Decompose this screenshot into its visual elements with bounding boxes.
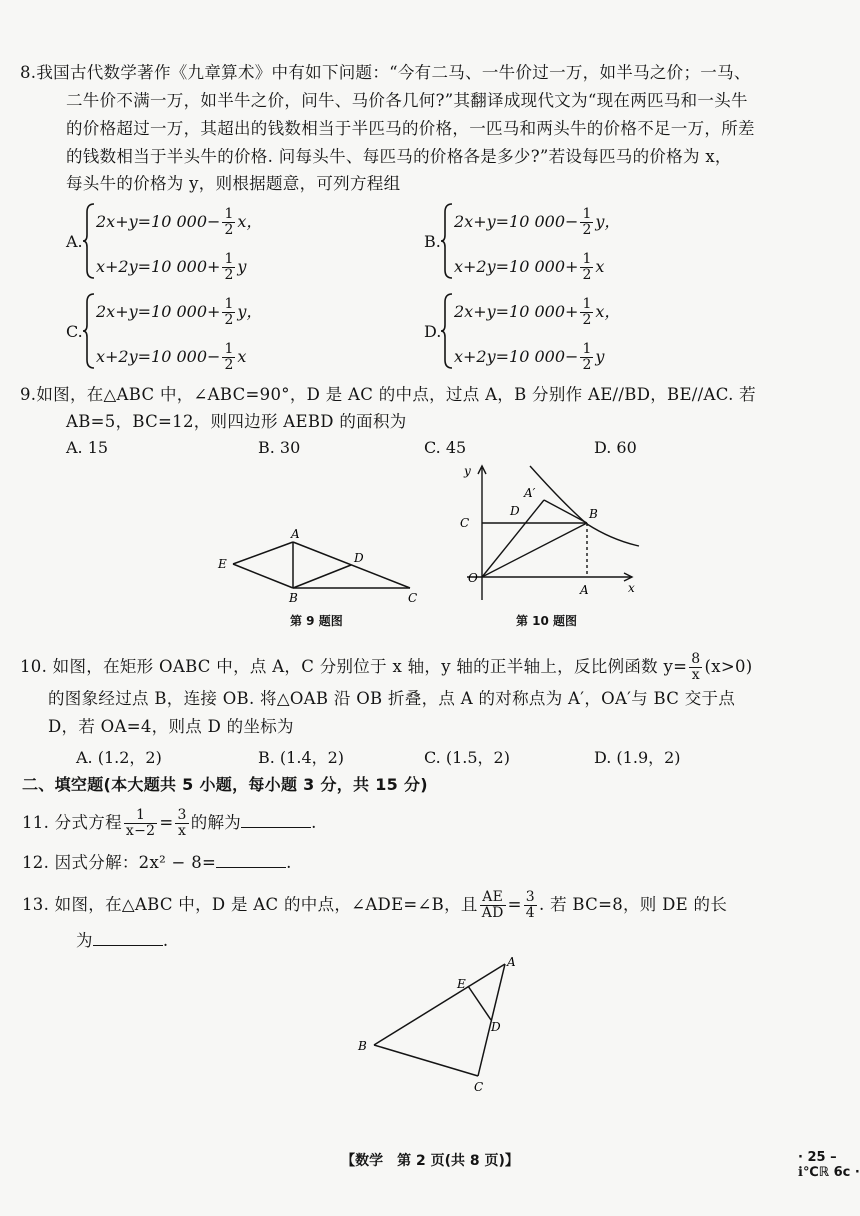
page-footer: 【数学 第 2 页(共 8 页)】 <box>341 1153 519 1169</box>
q8-line-1: 8.我国古代数学著作《九章算术》中有如下问题：“今有二马、一牛价过一万，如半马之价；一马、 <box>20 63 751 82</box>
equation-1: 2x+y=10 000+ $\frac{1}{2}$ y， <box>96 296 263 328</box>
option-label: C. <box>66 322 83 341</box>
figure-13 <box>350 950 530 1100</box>
x-axis-label: x <box>628 581 635 595</box>
q10-option-d: D. (1.9，2) <box>594 748 681 767</box>
q12-line: 12. 因式分解：2x² − 8= . <box>22 853 292 872</box>
point-c-label: C <box>474 1080 484 1094</box>
point-o-label: O <box>468 571 478 585</box>
y-axis-label: y <box>464 464 471 478</box>
point-b-label: B <box>289 591 298 605</box>
option-label: D. <box>424 322 442 341</box>
point-d-label: D <box>354 551 364 565</box>
section-heading: 二、填空题(本大题共 5 小题，每小题 3 分，共 15 分) <box>22 775 428 794</box>
equation-2: x+2y=10 000− $\frac{1}{2}$ y <box>454 341 605 373</box>
q8-line-3: 的价格超过一万，其超出的钱数相当于半匹马的价格，一匹马和两头牛的价格不足一万，所差 <box>66 119 755 138</box>
q8-line-5: 每头牛的价格为 y，则根据题意，可列方程组 <box>66 174 401 193</box>
equation-1: 2x+y=10 000− $\frac{1}{2}$ y， <box>454 206 621 238</box>
point-e-label: E <box>457 977 466 991</box>
q9-option-d: D. 60 <box>594 438 637 457</box>
q9-option-b: B. 30 <box>258 438 301 457</box>
q10-line-1: 10. 如图，在矩形 OABC 中，点 A，C 分别位于 x 轴，y 轴的正半轴上，反比例函数 y= $\frac{8}{x}$ (x>0) <box>20 651 753 683</box>
point-e-label: E <box>218 557 227 571</box>
equation-1: 2x+y=10 000− $\frac{1}{2}$ x， <box>96 206 263 238</box>
brace-icon <box>440 202 454 280</box>
point-a-label: A <box>291 527 300 541</box>
q10-line-2: 的图象经过点 B，连接 OB. 将△OAB 沿 OB 折叠，点 A 的对称点为 A′，OA′与 BC 交于点 <box>48 689 736 708</box>
q13-line-2: 为 . <box>76 931 169 950</box>
q10-option-a: A. (1.2，2) <box>76 748 162 767</box>
brace-icon <box>82 202 96 280</box>
segment-ed <box>468 986 491 1020</box>
hyperbola-curve <box>530 466 639 546</box>
segment-bd <box>293 565 351 588</box>
equation-2: x+2y=10 000− $\frac{1}{2}$ x <box>96 341 247 373</box>
q8-line-4: 的钱数相当于半头牛的价格. 问每头牛、每匹马的价格各是多少?”若设每匹马的价格为 x， <box>66 147 732 166</box>
q11-line: 11. 分式方程 $\frac{1}{x-2}$ = $\frac{3}{x}$ 的解为 . <box>22 807 317 839</box>
point-b-label: B <box>358 1039 367 1053</box>
figure-9-caption: 第 9 题图 <box>290 614 343 628</box>
brace-icon <box>82 292 96 370</box>
point-d-label: D <box>510 504 520 518</box>
point-a-label: A <box>580 583 589 597</box>
q10-option-b: B. (1.4，2) <box>258 748 345 767</box>
point-a-label: A <box>507 955 516 969</box>
point-c-label: C <box>408 591 418 605</box>
segment-eb <box>233 564 293 588</box>
figure-10 <box>452 460 647 610</box>
q13-line-1: 13. 如图，在△ABC 中，D 是 AC 的中点，∠ADE=∠B，且 $\frac{AE}{AD}$ = $\frac{3}{4}$ . 若 BC=8，则 DE 的长 <box>22 889 728 921</box>
segment-ob <box>482 523 587 577</box>
paper-code: · 25 – ℹ℃ℝ 6c · <box>798 1150 860 1180</box>
answer-blank <box>93 931 163 946</box>
option-label: B. <box>424 232 441 251</box>
q9-option-c: C. 45 <box>424 438 467 457</box>
equation-2: x+2y=10 000+ $\frac{1}{2}$ x <box>454 251 605 283</box>
point-c-label: C <box>460 516 470 530</box>
option-label: A. <box>66 232 83 251</box>
q9-line-1: 9.如图，在△ABC 中，∠ABC=90°，D 是 AC 的中点，过点 A，B 分别作 AE//BD，BE//AC. 若 <box>20 385 756 404</box>
equation-2: x+2y=10 000+ $\frac{1}{2}$ y <box>96 251 247 283</box>
figure-10-caption: 第 10 题图 <box>516 614 578 628</box>
segment-ab <box>374 964 505 1045</box>
q10-line-3: D，若 OA=4，则点 D 的坐标为 <box>48 717 294 736</box>
answer-blank <box>216 853 286 868</box>
q9-line-2: AB=5，BC=12，则四边形 AEBD 的面积为 <box>66 412 407 431</box>
point-a-prime-label: A′ <box>524 486 536 500</box>
point-d-label: D <box>491 1020 501 1034</box>
q8-line-2: 二牛价不满一万，如半牛之价，问牛、马价各几何?”其翻译成现代文为“现在两匹马和一头牛 <box>66 91 748 110</box>
segment-bc <box>374 1045 478 1076</box>
q10-option-c: C. (1.5，2) <box>424 748 510 767</box>
segment-ea <box>233 542 293 564</box>
point-b-label: B <box>589 507 598 521</box>
equation-1: 2x+y=10 000+ $\frac{1}{2}$ x， <box>454 296 621 328</box>
q9-option-a: A. 15 <box>66 438 109 457</box>
brace-icon <box>440 292 454 370</box>
figure-9 <box>210 520 430 610</box>
answer-blank <box>241 813 311 828</box>
